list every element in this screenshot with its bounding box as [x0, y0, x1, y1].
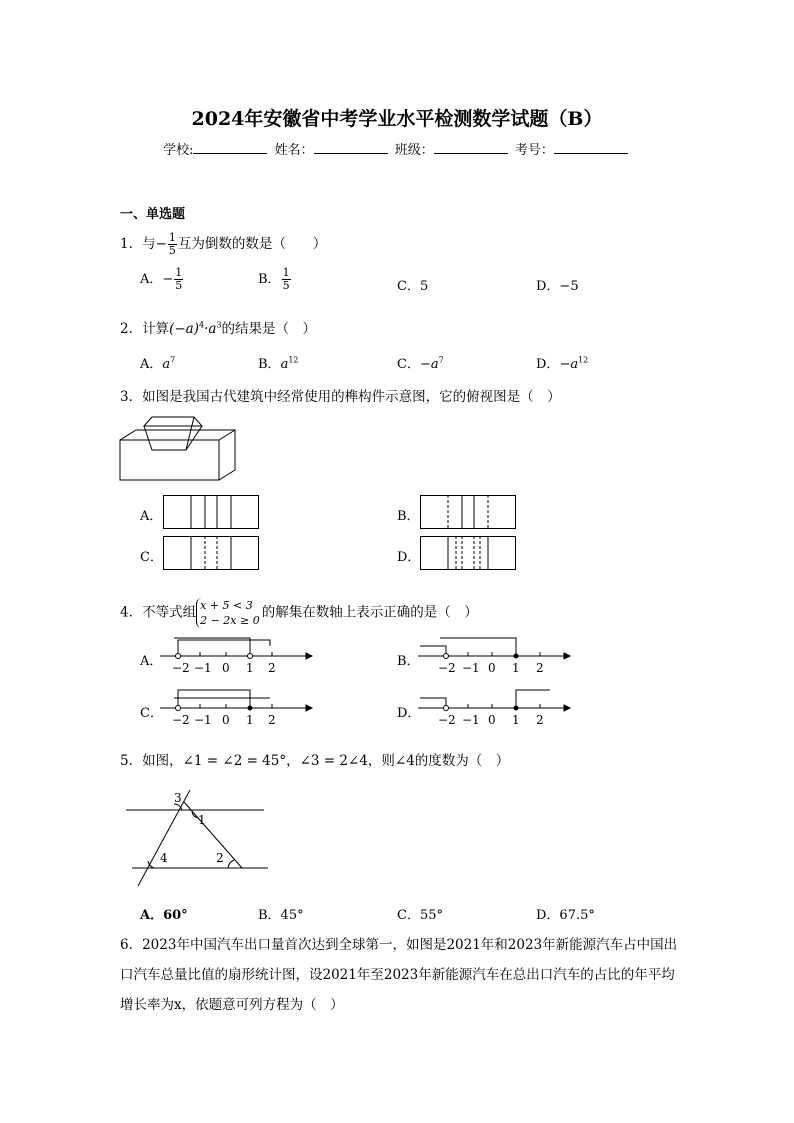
q1-a-den: 5 [175, 279, 183, 292]
q3-a-figure [163, 495, 260, 529]
q1-num: 1 [168, 231, 176, 244]
q5-parallel-lines-figure [126, 786, 268, 890]
q3-b-figure [420, 495, 517, 529]
q4-c-tick-0: 0 [222, 713, 230, 727]
q4-d-tick-2: 2 [536, 713, 544, 727]
q4-b-tick-m1: −1 [462, 661, 480, 675]
q3-option-b[interactable]: B． [397, 509, 420, 524]
q4-stem-pre: 4．不等式组 [120, 604, 197, 621]
q1-stem-post: 互为倒数的数是（ ） [177, 236, 327, 252]
q1-option-b[interactable] [258, 267, 292, 292]
q4-line2: 2 − 2x ≥ 0 [200, 614, 260, 627]
q4-a-tick-1: 1 [246, 661, 254, 675]
q1-neg: − [155, 236, 167, 252]
angle-4-label: 4 [160, 851, 168, 865]
q1-b-num: 1 [282, 266, 290, 279]
q4-option-a[interactable]: A． [140, 654, 163, 669]
question-2 [120, 317, 316, 337]
q4-c-tick-m2: −2 [172, 713, 190, 727]
q4-a-tick-m1: −1 [194, 661, 212, 675]
q4-system [196, 598, 260, 628]
q2-expr-base: (−a) [169, 321, 199, 337]
q1-stem-pre: 1．与 [120, 236, 156, 252]
q4-a-numberline [160, 632, 310, 676]
q4-d-tick-0: 0 [488, 713, 496, 727]
question-5: 5．如图，∠1 = ∠2 = 45°，∠3 = 2∠4，则∠4的度数为（ ） [120, 753, 510, 769]
angle-1-label: 1 [198, 813, 206, 827]
school-field[interactable] [193, 141, 267, 154]
q2-b-label: B． [258, 357, 281, 372]
q4-b-tick-0: 0 [488, 661, 496, 675]
question-6: 6．2023年中国汽车出口量首次达到全球第一，如图是2021年和2023年新能源汽车占中国出口汽车总量比值的扇形统计图，设2021年至2023年新能源汽车在总出口汽车的占比的年平均增长率为x，依题意可列方程为（ ） [120, 937, 678, 1013]
name-field[interactable] [314, 141, 388, 154]
q5-option-c[interactable]: C．55° [397, 908, 443, 923]
q2-b-exp: 12 [288, 355, 299, 365]
q4-d-numberline [418, 684, 568, 728]
section-heading: 一、单选题 [120, 207, 186, 222]
q1-option-c[interactable]: C．5 [397, 279, 429, 294]
q4-option-b[interactable]: B． [397, 654, 420, 669]
q1-a-sign: − [162, 272, 174, 287]
q2-option-b[interactable] [258, 353, 299, 372]
q1-fraction [168, 232, 177, 257]
mortise-tenon-figure [118, 416, 238, 482]
q4-b-tick-1: 1 [512, 661, 520, 675]
q3-option-a[interactable]: A． [140, 509, 163, 524]
q2-c-label: C． [397, 357, 420, 372]
question-3: 3．如图是我国古代建筑中经常使用的榫构件示意图，它的俯视图是（ ） [120, 389, 561, 405]
q4-b-tick-m2: −2 [438, 661, 456, 675]
q4-a-tick-2: 2 [268, 661, 276, 675]
q1-option-d[interactable]: D．−5 [536, 279, 579, 294]
q4-stem-post: 的解集在数轴上表示正确的是（ ） [261, 604, 478, 621]
q2-a-base: a [162, 357, 171, 372]
q2-d-label: D． [536, 357, 560, 372]
q4-d-tick-m1: −1 [462, 713, 480, 727]
angle-2-arc [228, 860, 234, 868]
q1-b-fraction [282, 267, 291, 292]
q4-c-tick-m1: −1 [194, 713, 212, 727]
q4-c-tick-2: 2 [268, 713, 276, 727]
q2-d-base: −a [559, 357, 579, 372]
block-edge [219, 430, 235, 440]
block-front [120, 440, 219, 480]
angle-2-label: 2 [216, 851, 224, 865]
q4-c-numberline [160, 684, 310, 728]
q2-expr-exp1: 4 [199, 320, 205, 330]
tenon-edge [186, 417, 194, 450]
class-field[interactable] [434, 141, 508, 154]
q4-a-tick-0: 0 [222, 661, 230, 675]
q2-a-exp: 7 [170, 355, 176, 365]
q2-stem-pre: 2．计算 [120, 321, 170, 337]
q4-b-tick-2: 2 [536, 661, 544, 675]
q2-option-c[interactable] [397, 353, 444, 372]
student-info-line [0, 139, 794, 158]
q2-d-exp: 12 [578, 355, 589, 365]
exam-no-label: 考号： [514, 143, 554, 158]
q4-option-d[interactable]: D． [397, 706, 421, 721]
q2-expr-dot: ·a [204, 321, 217, 337]
q5-option-d[interactable]: D．67.5° [536, 908, 595, 923]
class-label: 班级： [394, 143, 434, 158]
angle-3-label: 3 [174, 791, 182, 805]
q4-d-tick-1: 1 [512, 713, 520, 727]
q1-den: 5 [168, 244, 176, 257]
q2-b-base: a [280, 357, 289, 372]
q5-option-a[interactable]: A．60° [140, 908, 188, 923]
q1-a-label: A． [140, 272, 163, 287]
q2-c-base: −a [419, 357, 439, 372]
q2-expr-exp2: 3 [216, 320, 222, 330]
q1-b-label: B． [258, 272, 281, 287]
block-top-side [120, 430, 235, 480]
q3-option-d[interactable]: D． [397, 550, 421, 565]
q4-option-c[interactable]: C． [140, 706, 163, 721]
transversal [138, 790, 190, 886]
slant-segment [184, 802, 242, 868]
q5-option-b[interactable]: B．45° [258, 908, 304, 923]
q3-option-c[interactable]: C． [140, 550, 163, 565]
q1-b-den: 5 [282, 279, 290, 292]
q3-c-figure [163, 536, 260, 570]
q2-option-d[interactable] [536, 353, 588, 372]
question-1 [120, 232, 326, 257]
q1-a-num: 1 [175, 266, 183, 279]
q4-a-tick-m2: −2 [172, 661, 190, 675]
q4-d-tick-m2: −2 [438, 713, 456, 727]
q4-line1: x + 5 < 3 [200, 599, 253, 612]
name-label: 姓名： [274, 143, 314, 158]
page-title: 2024年安徽省中考学业水平检测数学试题（B） [191, 108, 603, 130]
q4-c-tick-1: 1 [246, 713, 254, 727]
exam-no-field[interactable] [554, 141, 628, 154]
question-4 [120, 598, 478, 628]
q1-option-a[interactable] [140, 267, 184, 292]
school-label: 学校: [163, 143, 194, 158]
q1-a-fraction [174, 267, 183, 292]
q2-a-label: A． [140, 357, 163, 372]
q4-b-numberline [418, 632, 568, 676]
q2-option-a[interactable] [140, 353, 175, 372]
q2-stem-post: 的结果是（ ） [221, 321, 317, 337]
q3-d-figure [420, 536, 517, 570]
q2-c-exp: 7 [438, 355, 444, 365]
